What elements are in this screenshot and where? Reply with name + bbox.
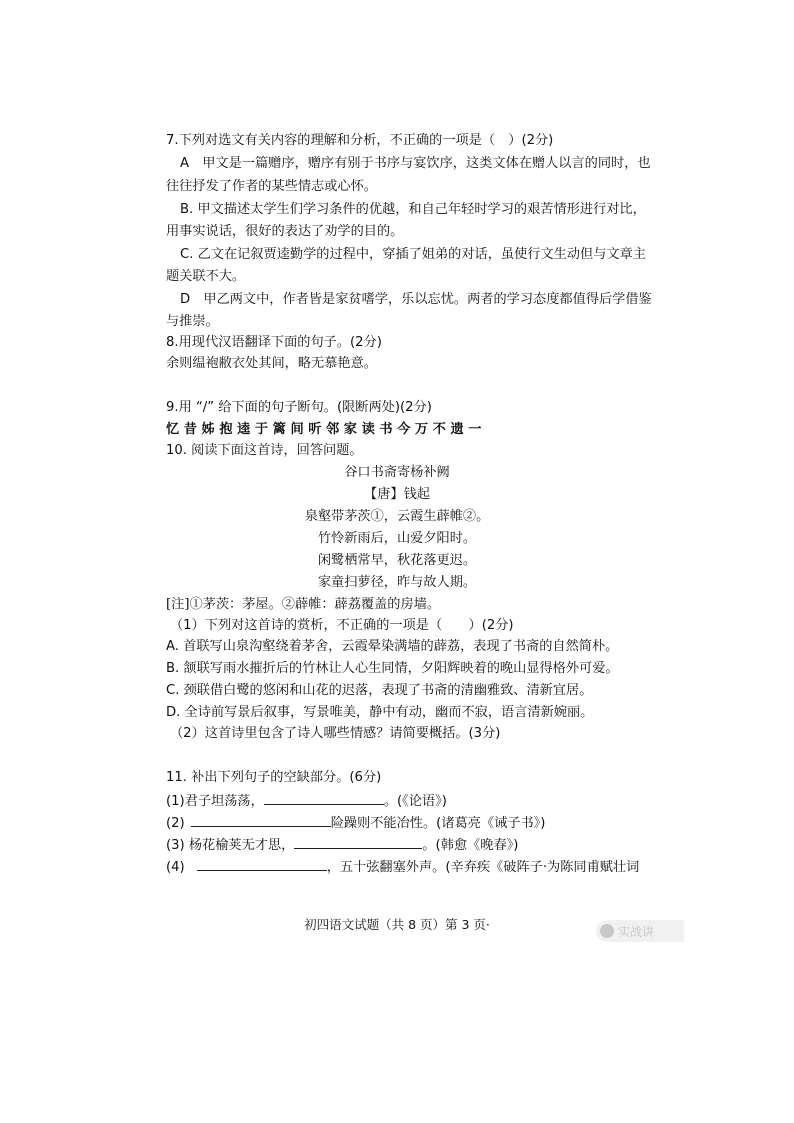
q11-blank-1[interactable] xyxy=(264,790,384,805)
q7-option-c-cont: 题关联不大。 xyxy=(166,269,246,284)
q7-option-b: B. 甲文描述太学生们学习条件的优越，和自己年轻时学习的艰苦情形进行对比， xyxy=(180,202,646,217)
q11-item-4-pre: (4) xyxy=(166,860,185,875)
q11-item-1 xyxy=(166,790,447,812)
q11-item-2 xyxy=(166,812,545,834)
q9-sentence: 忆 昔 姊 抱 逵 于 篱 间 听 邻 家 读 书 今 万 不 遗 一 xyxy=(166,422,482,437)
poem-verse-1: 泉壑带茅茨①，云霞生薜帷②。 xyxy=(304,509,490,524)
q11-item-4-post: ，五十弦翻塞外声。(辛弃疾《破阵子·为陈同甫赋壮词 xyxy=(326,860,640,875)
q11-item-2-post: 险躁则不能冶性。(诸葛亮《诫子书》) xyxy=(330,816,546,831)
q11-blank-2[interactable] xyxy=(191,812,331,827)
page-footer: 初四语文试题（共 8 页）第 3 页· xyxy=(304,917,490,932)
q11-item-3-pre: (3) 杨花榆荚无才思， xyxy=(166,838,295,853)
q10-sub2: （2）这首诗里包含了诗人哪些情感？请简要概括。(3分) xyxy=(170,726,501,741)
q10-option-b: B. 颔联写雨水摧折后的竹林让人心生同情，夕阳辉映着的晚山显得格外可爱。 xyxy=(166,661,619,676)
q7-option-d-cont: 与推崇。 xyxy=(166,314,219,329)
q7-stem: 7.下列对选文有关内容的理解和分析，不正确的一项是（ ）(2分) xyxy=(166,133,554,148)
q10-stem: 10. 阅读下面这首诗，回答问题。 xyxy=(166,443,363,458)
q10-option-c: C. 颈联借白鹭的悠闲和山花的迟落，表现了书斋的清幽雅致、清新宜居。 xyxy=(166,683,593,698)
q10-sub1: （1）下列对这首诗的赏析，不正确的一项是（ ）(2分) xyxy=(170,618,514,633)
q10-option-a: A. 首联写山泉沟壑绕着茅舍，云霞晕染满墙的薜荔，表现了书斋的自然简朴。 xyxy=(166,639,619,654)
q9-stem: 9.用 “/” 给下面的句子断句。(限断两处)(2分) xyxy=(166,400,432,415)
q7-option-a-cont: 往往抒发了作者的某些情志或心怀。 xyxy=(166,179,377,194)
poem-note: [注]①茅茨：茅屋。②薜帷：薜荔覆盖的房墙。 xyxy=(166,597,441,612)
q10-option-d: D. 全诗前写景后叙事，写景唯美，静中有动，幽而不寂，语言清新婉丽。 xyxy=(166,705,594,720)
poem-author: 【唐】钱起 xyxy=(364,487,430,502)
q7-option-c: C. 乙文在记叙贾逵勤学的过程中，穿插了姐弟的对话，虽使行文生动但与文章主 xyxy=(180,247,646,262)
q11-item-1-pre: (1)君子坦荡荡， xyxy=(166,794,264,809)
logo-icon xyxy=(600,924,614,938)
q8-sentence: 余则缊袍敝衣处其间，略无慕艳意。 xyxy=(166,356,377,371)
poem-verse-2: 竹怜新雨后，山爱夕阳时。 xyxy=(317,531,477,546)
watermark-badge xyxy=(596,920,684,942)
poem-verse-4: 家童扫萝径，昨与故人期。 xyxy=(317,575,477,590)
q11-blank-4[interactable] xyxy=(197,856,327,871)
q11-item-2-pre: (2) xyxy=(166,816,185,831)
q11-item-4 xyxy=(166,856,639,878)
q7-option-b-cont: 用事实说话，很好的表达了劝学的目的。 xyxy=(166,224,404,239)
q7-option-a: A 甲文是一篇赠序，赠序有别于书序与宴饮序，这类文体在赠人以言的同时，也 xyxy=(180,156,651,171)
poem-verse-3: 闲鹭栖常早，秋花落更迟。 xyxy=(317,553,477,568)
q11-item-3-post: 。(韩愈《晚春》) xyxy=(422,838,519,853)
poem-title: 谷口书斋寄杨补阙 xyxy=(344,465,450,480)
q7-option-d: D 甲乙两文中，作者皆是家贫嗜学，乐以忘忧。两者的学习态度都值得后学借鉴 xyxy=(180,292,652,307)
q11-stem: 11. 补出下列句子的空缺部分。(6分) xyxy=(166,770,382,785)
q11-blank-3[interactable] xyxy=(294,834,422,849)
q11-item-1-post: 。(《论语》) xyxy=(383,794,447,809)
watermark-text: 实战讲 xyxy=(618,925,655,939)
q8-stem: 8.用现代汉语翻译下面的句子。(2分) xyxy=(166,335,382,350)
q11-item-3 xyxy=(166,834,518,856)
